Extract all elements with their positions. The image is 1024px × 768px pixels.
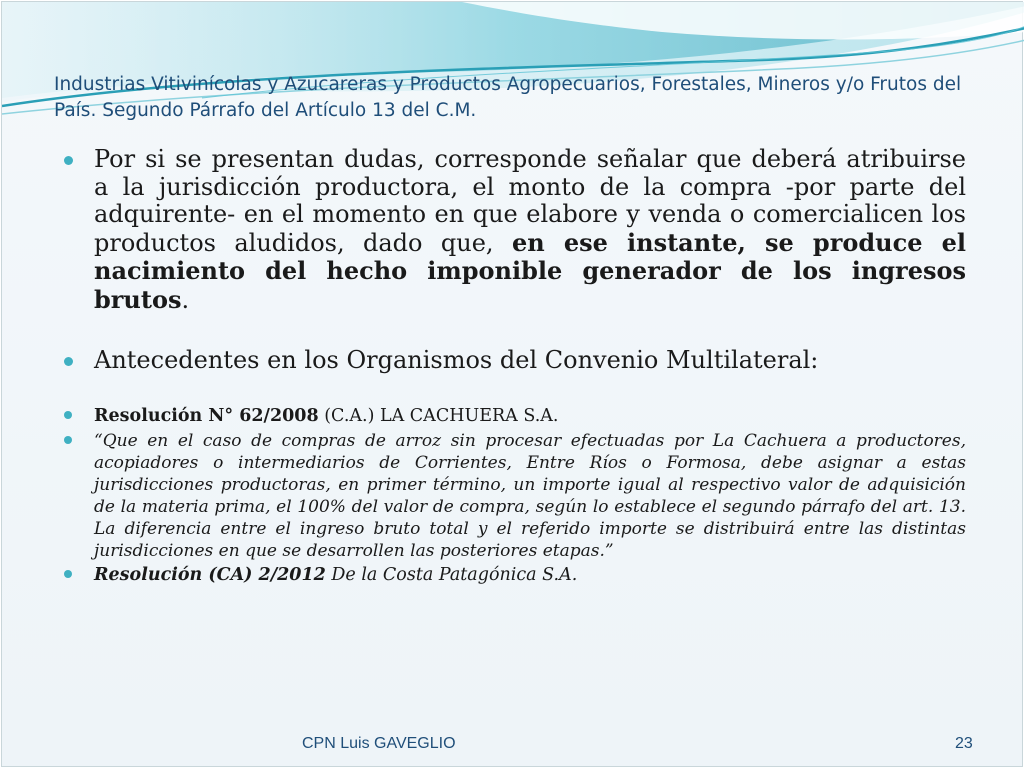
bullet-text-end: .: [181, 285, 190, 314]
bullet-dot-icon: [64, 357, 73, 366]
slide-content: [64, 146, 966, 586]
quoted-resolution-text: “Que en el caso de compras de arroz sin procesar efectuadas por La Cachuera a productores, acopiadores o intermediarios de Corrientes, Entre Ríos o Formosa, debe asignar a estas jurisdicciones productoras, en primer término, un importe igual al respectivo valor de adquisición de la materia prima, el 100% del valor de compra, según lo establece el segundo párrafo del art. 13. La diferencia entre el ingreso bruto total y el referido importe se distribuirá entre las distintas jurisdicciones en que se desarrollen las posteriores etapas.”: [94, 430, 966, 561]
page-number: 23: [955, 735, 973, 752]
bullet-dot-icon: [64, 570, 72, 578]
bullet-emphasis: en ese instante, se produce el nacimiento del hecho imponible generador de los ingresos brutos: [94, 227, 966, 314]
bullet-dot-icon: [64, 156, 73, 165]
bullet-item: [64, 430, 966, 562]
bullet-text: Antecedentes en los Organismos del Convenio Multilateral:: [94, 346, 819, 374]
slide: [1, 1, 1023, 767]
bullet-dot-icon: [64, 436, 72, 444]
footer-author: CPN Luis GAVEGLIO: [302, 735, 456, 752]
bullet-text: Por si se presentan dudas, corresponde señalar que deberá atribuirse a la jurisdicción productora, el monto de la compra -por parte del adquirente- en el momento en que elabore y venda o comercialicen los productos aludidos, dado que,: [94, 145, 966, 257]
bullet-item: [64, 405, 966, 427]
bullet-item: [64, 564, 966, 586]
bullet-item: [64, 347, 966, 375]
bullet-text: (C.A.) LA CACHUERA S.A.: [318, 405, 559, 426]
resolution-reference: Resolución (CA) 2/2012: [94, 564, 326, 585]
bullet-text: De la Costa Patagónica S.A.: [325, 564, 578, 585]
resolution-reference: Resolución N° 62/2008: [94, 405, 319, 426]
slide-title: Industrias Vitivinícolas y Azucareras y Productos Agropecuarios, Forestales, Mineros y/o Frutos del País. Segundo Párrafo del Artículo 13 del C.M.: [54, 74, 962, 121]
bullet-dot-icon: [64, 411, 72, 419]
bullet-item: [64, 146, 966, 314]
